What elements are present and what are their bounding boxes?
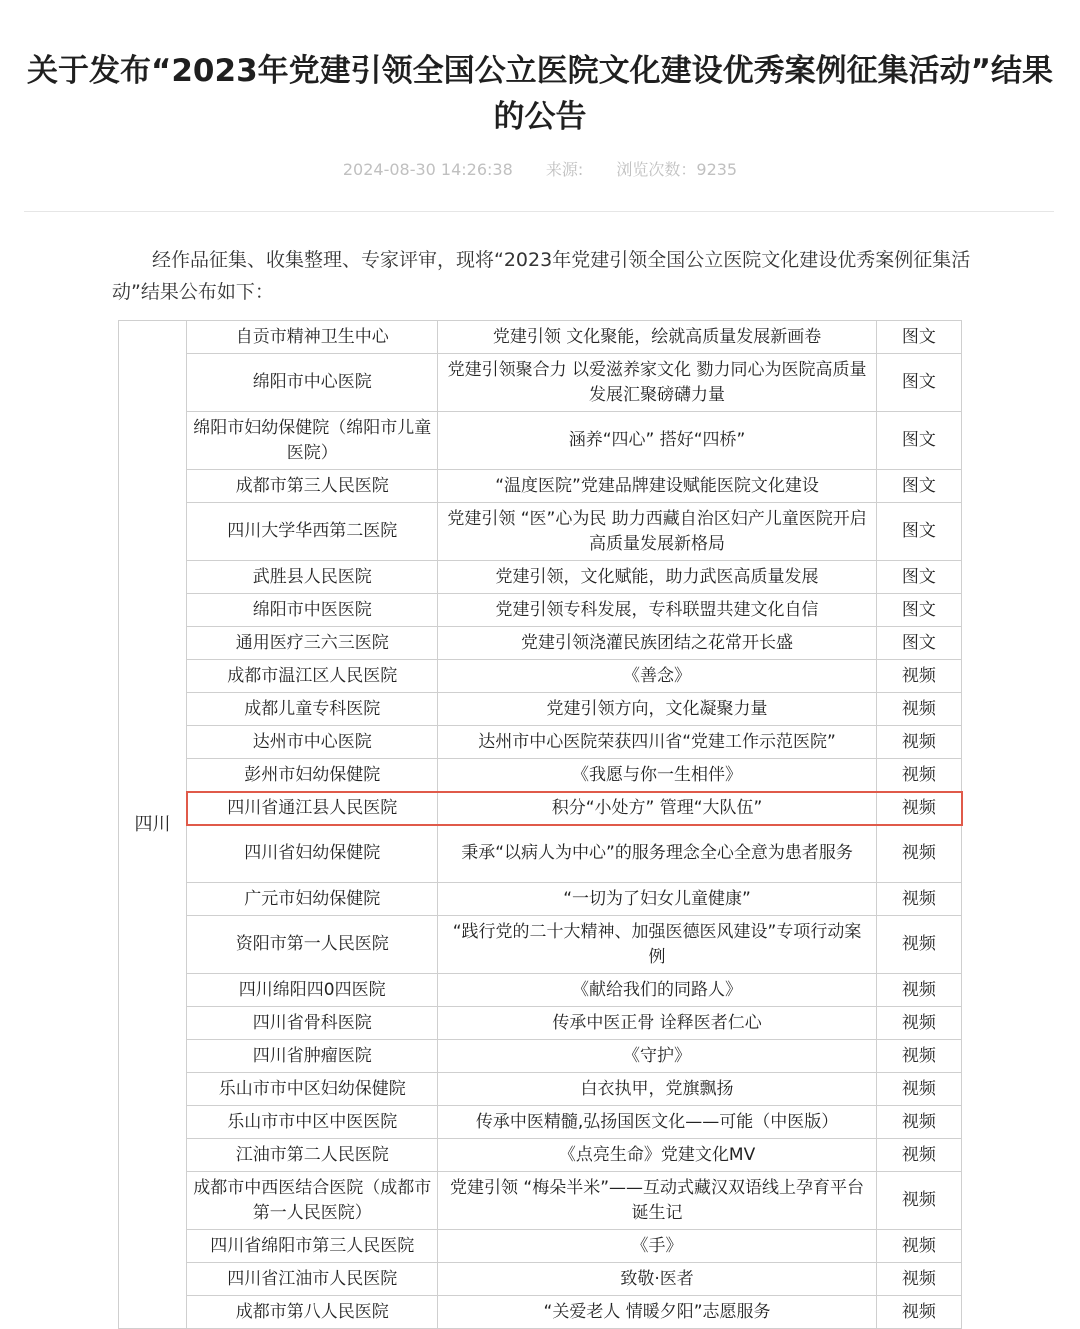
organization-cell: 彭州市妇幼保健院 [187,759,438,792]
table-row [119,660,962,693]
case-type-cell: 视频 [876,1263,961,1296]
case-type-cell: 视频 [876,726,961,759]
table-row [119,470,962,503]
organization-cell: 达州市中心医院 [187,726,438,759]
table-row [119,1230,962,1263]
organization-cell: 四川省妇幼保健院 [187,825,438,883]
organization-cell: 广元市妇幼保健院 [187,883,438,916]
case-type-cell: 视频 [876,1007,961,1040]
province-cell: 四川 [119,321,187,1329]
case-title-cell: 党建引领方向，文化凝聚力量 [438,693,877,726]
case-title-cell: 党建引领专科发展，专科联盟共建文化自信 [438,594,877,627]
table-row [119,354,962,412]
table-row [119,503,962,561]
case-title-cell: 党建引领浇灌民族团结之花常开长盛 [438,627,877,660]
table-row [119,1073,962,1106]
case-title-cell: 《善念》 [438,660,877,693]
case-type-cell: 视频 [876,1296,961,1329]
organization-cell: 成都儿童专科医院 [187,693,438,726]
organization-cell: 绵阳市妇幼保健院（绵阳市儿童医院） [187,412,438,470]
article-meta [0,158,1080,182]
table-row [119,1263,962,1296]
organization-cell: 江油市第二人民医院 [187,1139,438,1172]
case-title-cell: 《点亮生命》党建文化MV [438,1139,877,1172]
table-row-highlighted [119,792,962,825]
case-title-cell: 党建引领聚合力 以爱滋养家文化 勠力同心为医院高质量发展汇聚磅礴力量 [438,354,877,412]
case-title-cell: “温度医院”党建品牌建设赋能医院文化建设 [438,470,877,503]
case-type-cell: 图文 [876,594,961,627]
case-title-cell: 达州市中心医院荣获四川省“党建工作示范医院” [438,726,877,759]
case-title-cell: 党建引领 “医”心为民 助力西藏自治区妇产儿童医院开启高质量发展新格局 [438,503,877,561]
table-row [119,1139,962,1172]
source-label: 来源: [545,160,584,179]
table-row [119,883,962,916]
organization-cell: 四川省江油市人民医院 [187,1263,438,1296]
case-type-cell: 视频 [876,1230,961,1263]
organization-cell: 绵阳市中医医院 [187,594,438,627]
case-type-cell: 图文 [876,561,961,594]
case-type-cell: 图文 [876,412,961,470]
case-type-cell: 图文 [876,321,961,354]
organization-cell: 成都市第八人民医院 [187,1296,438,1329]
case-type-cell: 视频 [876,1106,961,1139]
results-table-body [119,321,962,1329]
organization-cell: 四川省骨科医院 [187,1007,438,1040]
intro-paragraph: 经作品征集、收集整理、专家评审，现将“2023年党建引领全国公立医院文化建设优秀案例征集活动”结果公布如下： [112,249,971,303]
organization-cell: 四川省通江县人民医院 [187,792,438,825]
case-title-cell: 《守护》 [438,1040,877,1073]
table-row [119,1106,962,1139]
table-row [119,974,962,1007]
organization-cell: 成都市中西医结合医院（成都市第一人民医院） [187,1172,438,1230]
table-row [119,1040,962,1073]
organization-cell: 乐山市市中区中医医院 [187,1106,438,1139]
organization-cell: 武胜县人民医院 [187,561,438,594]
table-row [119,594,962,627]
table-row [119,759,962,792]
results-table [118,320,962,1329]
organization-cell: 四川大学华西第二医院 [187,503,438,561]
case-title-cell: 秉承“以病人为中心”的服务理念全心全意为患者服务 [438,825,877,883]
case-title-cell: “一切为了妇女儿童健康” [438,883,877,916]
article-title: 关于发布“2023年党建引领全国公立医院文化建设优秀案例征集活动”结果的公告 [26,53,1054,135]
case-title-cell: 传承中医正骨 诠释医者仁心 [438,1007,877,1040]
case-type-cell: 视频 [876,825,961,883]
organization-cell: 通用医疗三六三医院 [187,627,438,660]
organization-cell: 四川绵阳四0四医院 [187,974,438,1007]
case-type-cell: 视频 [876,759,961,792]
case-type-cell: 视频 [876,1139,961,1172]
case-type-cell: 视频 [876,1040,961,1073]
case-title-cell: 《我愿与你一生相伴》 [438,759,877,792]
case-title-cell: 传承中医精髓,弘扬国医文化——可能（中医版） [438,1106,877,1139]
case-title-cell: 《献给我们的同路人》 [438,974,877,1007]
case-type-cell: 图文 [876,503,961,561]
table-row [119,627,962,660]
case-title-cell: 党建引领 “梅朵半米”——互动式藏汉双语线上孕育平台诞生记 [438,1172,877,1230]
organization-cell: 成都市第三人民医院 [187,470,438,503]
table-row [119,916,962,974]
case-type-cell: 图文 [876,627,961,660]
organization-cell: 四川省肿瘤医院 [187,1040,438,1073]
case-type-cell: 视频 [876,1073,961,1106]
case-title-cell: 积分“小处方” 管理“大队伍” [438,792,877,825]
organization-cell: 资阳市第一人民医院 [187,916,438,974]
case-title-cell: 白衣执甲，党旗飘扬 [438,1073,877,1106]
table-row [119,561,962,594]
table-row [119,1007,962,1040]
table-row [119,1296,962,1329]
case-type-cell: 视频 [876,1172,961,1230]
case-type-cell: 视频 [876,974,961,1007]
table-row [119,321,962,354]
table-row [119,825,962,883]
case-title-cell: “践行党的二十大精神、加强医德医风建设”专项行动案例 [438,916,877,974]
case-title-cell: 党建引领，文化赋能，助力武医高质量发展 [438,561,877,594]
case-title-cell: 《手》 [438,1230,877,1263]
view-count: 浏览次数：9235 [616,160,738,179]
case-type-cell: 视频 [876,792,961,825]
case-type-cell: 视频 [876,660,961,693]
organization-cell: 绵阳市中心医院 [187,354,438,412]
publish-date: 2024-08-30 14:26:38 [342,160,513,179]
organization-cell: 自贡市精神卫生中心 [187,321,438,354]
organization-cell: 成都市温江区人民医院 [187,660,438,693]
case-title-cell: “关爱老人 情暖夕阳”志愿服务 [438,1296,877,1329]
case-title-cell: 致敬·医者 [438,1263,877,1296]
case-type-cell: 图文 [876,470,961,503]
case-type-cell: 视频 [876,693,961,726]
case-type-cell: 视频 [876,916,961,974]
table-row [119,1172,962,1230]
table-row [119,693,962,726]
title-divider [24,211,1054,212]
case-title-cell: 涵养“四心” 搭好“四桥” [438,412,877,470]
case-title-cell: 党建引领 文化聚能，绘就高质量发展新画卷 [438,321,877,354]
table-row [119,726,962,759]
table-row [119,412,962,470]
organization-cell: 乐山市市中区妇幼保健院 [187,1073,438,1106]
case-type-cell: 图文 [876,354,961,412]
case-type-cell: 视频 [876,883,961,916]
organization-cell: 四川省绵阳市第三人民医院 [187,1230,438,1263]
